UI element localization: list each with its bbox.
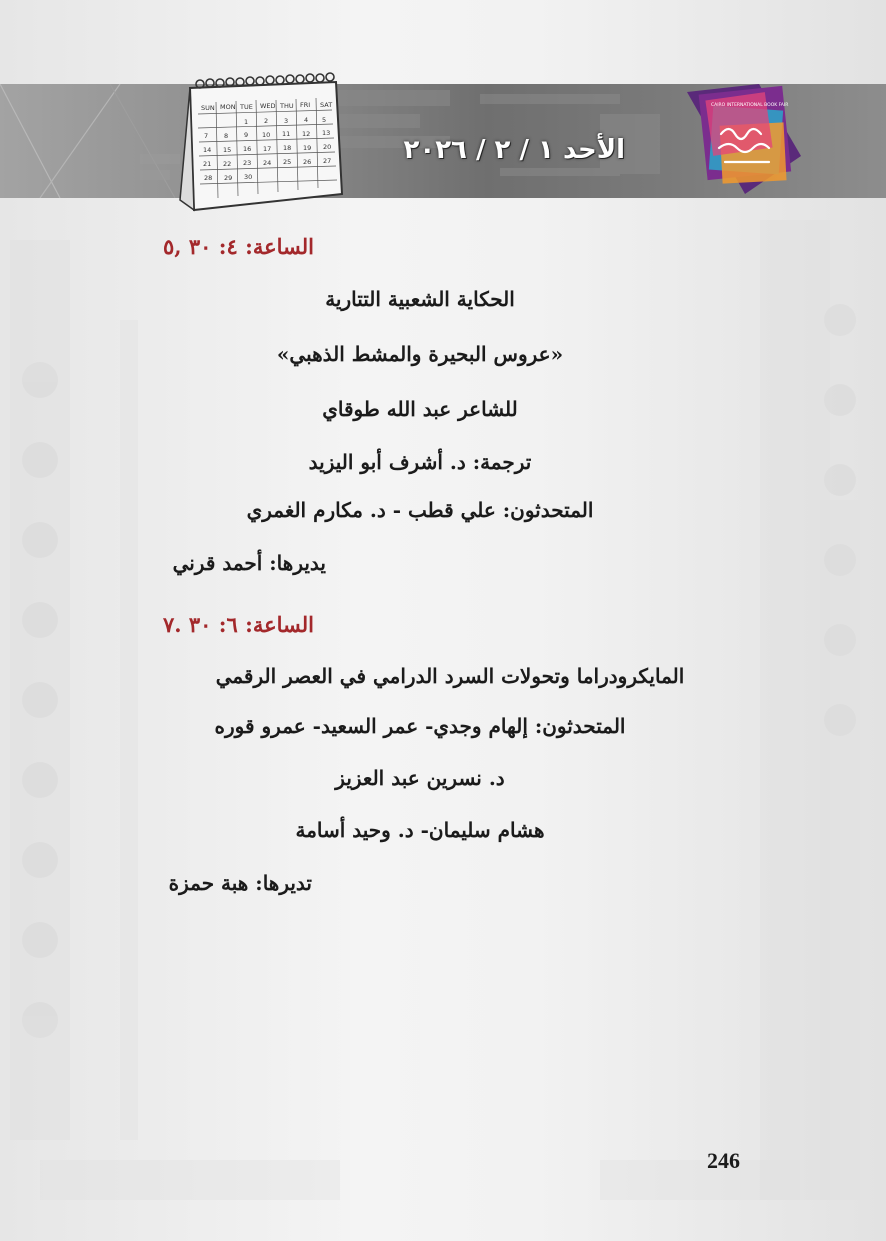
session-2-title: المايكرودراما وتحولات السرد الدرامي في العصر الرقمي (215, 664, 685, 688)
svg-text:12: 12 (302, 130, 311, 138)
svg-text:4: 4 (304, 116, 309, 124)
session-date-title: الأحد ١ / ٢ / ٢٠٢٦ (403, 135, 625, 165)
svg-text:13: 13 (322, 129, 331, 137)
session-1-speakers: المتحدثون: علي قطب - د. مكارم الغمري (246, 498, 594, 522)
svg-text:30: 30 (244, 173, 253, 181)
svg-text:5: 5 (322, 116, 327, 124)
svg-text:18: 18 (283, 144, 292, 152)
svg-text:FRI: FRI (300, 101, 311, 109)
session-1-title: الحكاية الشعبية التتارية (325, 287, 515, 311)
svg-text:21: 21 (203, 160, 212, 168)
svg-text:THU: THU (280, 102, 294, 110)
session-2-speakers-line-2: د. نسرين عبد العزيز (335, 766, 505, 790)
session-1-time: الساعة: ٤: ٣٠ ,٥ (162, 234, 314, 259)
svg-text:16: 16 (243, 145, 252, 153)
svg-text:23: 23 (243, 159, 252, 167)
svg-text:WED: WED (260, 102, 276, 110)
svg-text:10: 10 (262, 131, 271, 139)
svg-text:11: 11 (282, 130, 291, 138)
svg-text:27: 27 (323, 157, 332, 165)
svg-text:SUN: SUN (201, 104, 215, 112)
session-1-subtitle: «عروس البحيرة والمشط الذهبي» (276, 342, 564, 366)
svg-text:22: 22 (223, 160, 232, 168)
svg-text:SAT: SAT (320, 101, 333, 109)
session-1-translation: ترجمة: د. أشرف أبو اليزيد (308, 450, 532, 474)
svg-text:19: 19 (303, 144, 312, 152)
svg-text:1: 1 (244, 118, 249, 126)
session-2-time: الساعة: ٦: ٣٠ .٧ (162, 612, 314, 637)
session-1-moderator: يديرها: أحمد قرني (172, 551, 326, 575)
svg-text:2: 2 (264, 117, 269, 125)
session-2-moderator: تديرها: هبة حمزة (168, 871, 312, 895)
session-2-speakers-line-1: المتحدثون: إلهام وجدي- عمر السعيد- عمرو قوره (214, 714, 626, 738)
svg-text:15: 15 (223, 146, 232, 154)
svg-text:7: 7 (204, 132, 209, 140)
svg-text:14: 14 (203, 146, 212, 154)
svg-text:29: 29 (224, 174, 233, 182)
session-1-author: للشاعر عبد الله طوقاي (322, 397, 518, 421)
svg-text:20: 20 (323, 143, 332, 151)
page-number: 246 (707, 1148, 740, 1173)
svg-text:9: 9 (244, 131, 249, 139)
svg-text:CAIRO INTERNATIONAL BOOK FAIR: CAIRO INTERNATIONAL BOOK FAIR (711, 103, 789, 108)
svg-text:25: 25 (283, 158, 292, 166)
svg-text:3: 3 (284, 117, 289, 125)
svg-text:24: 24 (263, 159, 272, 167)
svg-text:TUE: TUE (240, 103, 253, 111)
svg-text:28: 28 (204, 174, 213, 182)
svg-text:MON: MON (220, 103, 236, 111)
svg-text:8: 8 (224, 132, 229, 140)
session-2-speakers-line-3: هشام سليمان- د. وحيد أسامة (295, 818, 545, 842)
svg-text:26: 26 (303, 158, 312, 166)
svg-text:17: 17 (263, 145, 272, 153)
